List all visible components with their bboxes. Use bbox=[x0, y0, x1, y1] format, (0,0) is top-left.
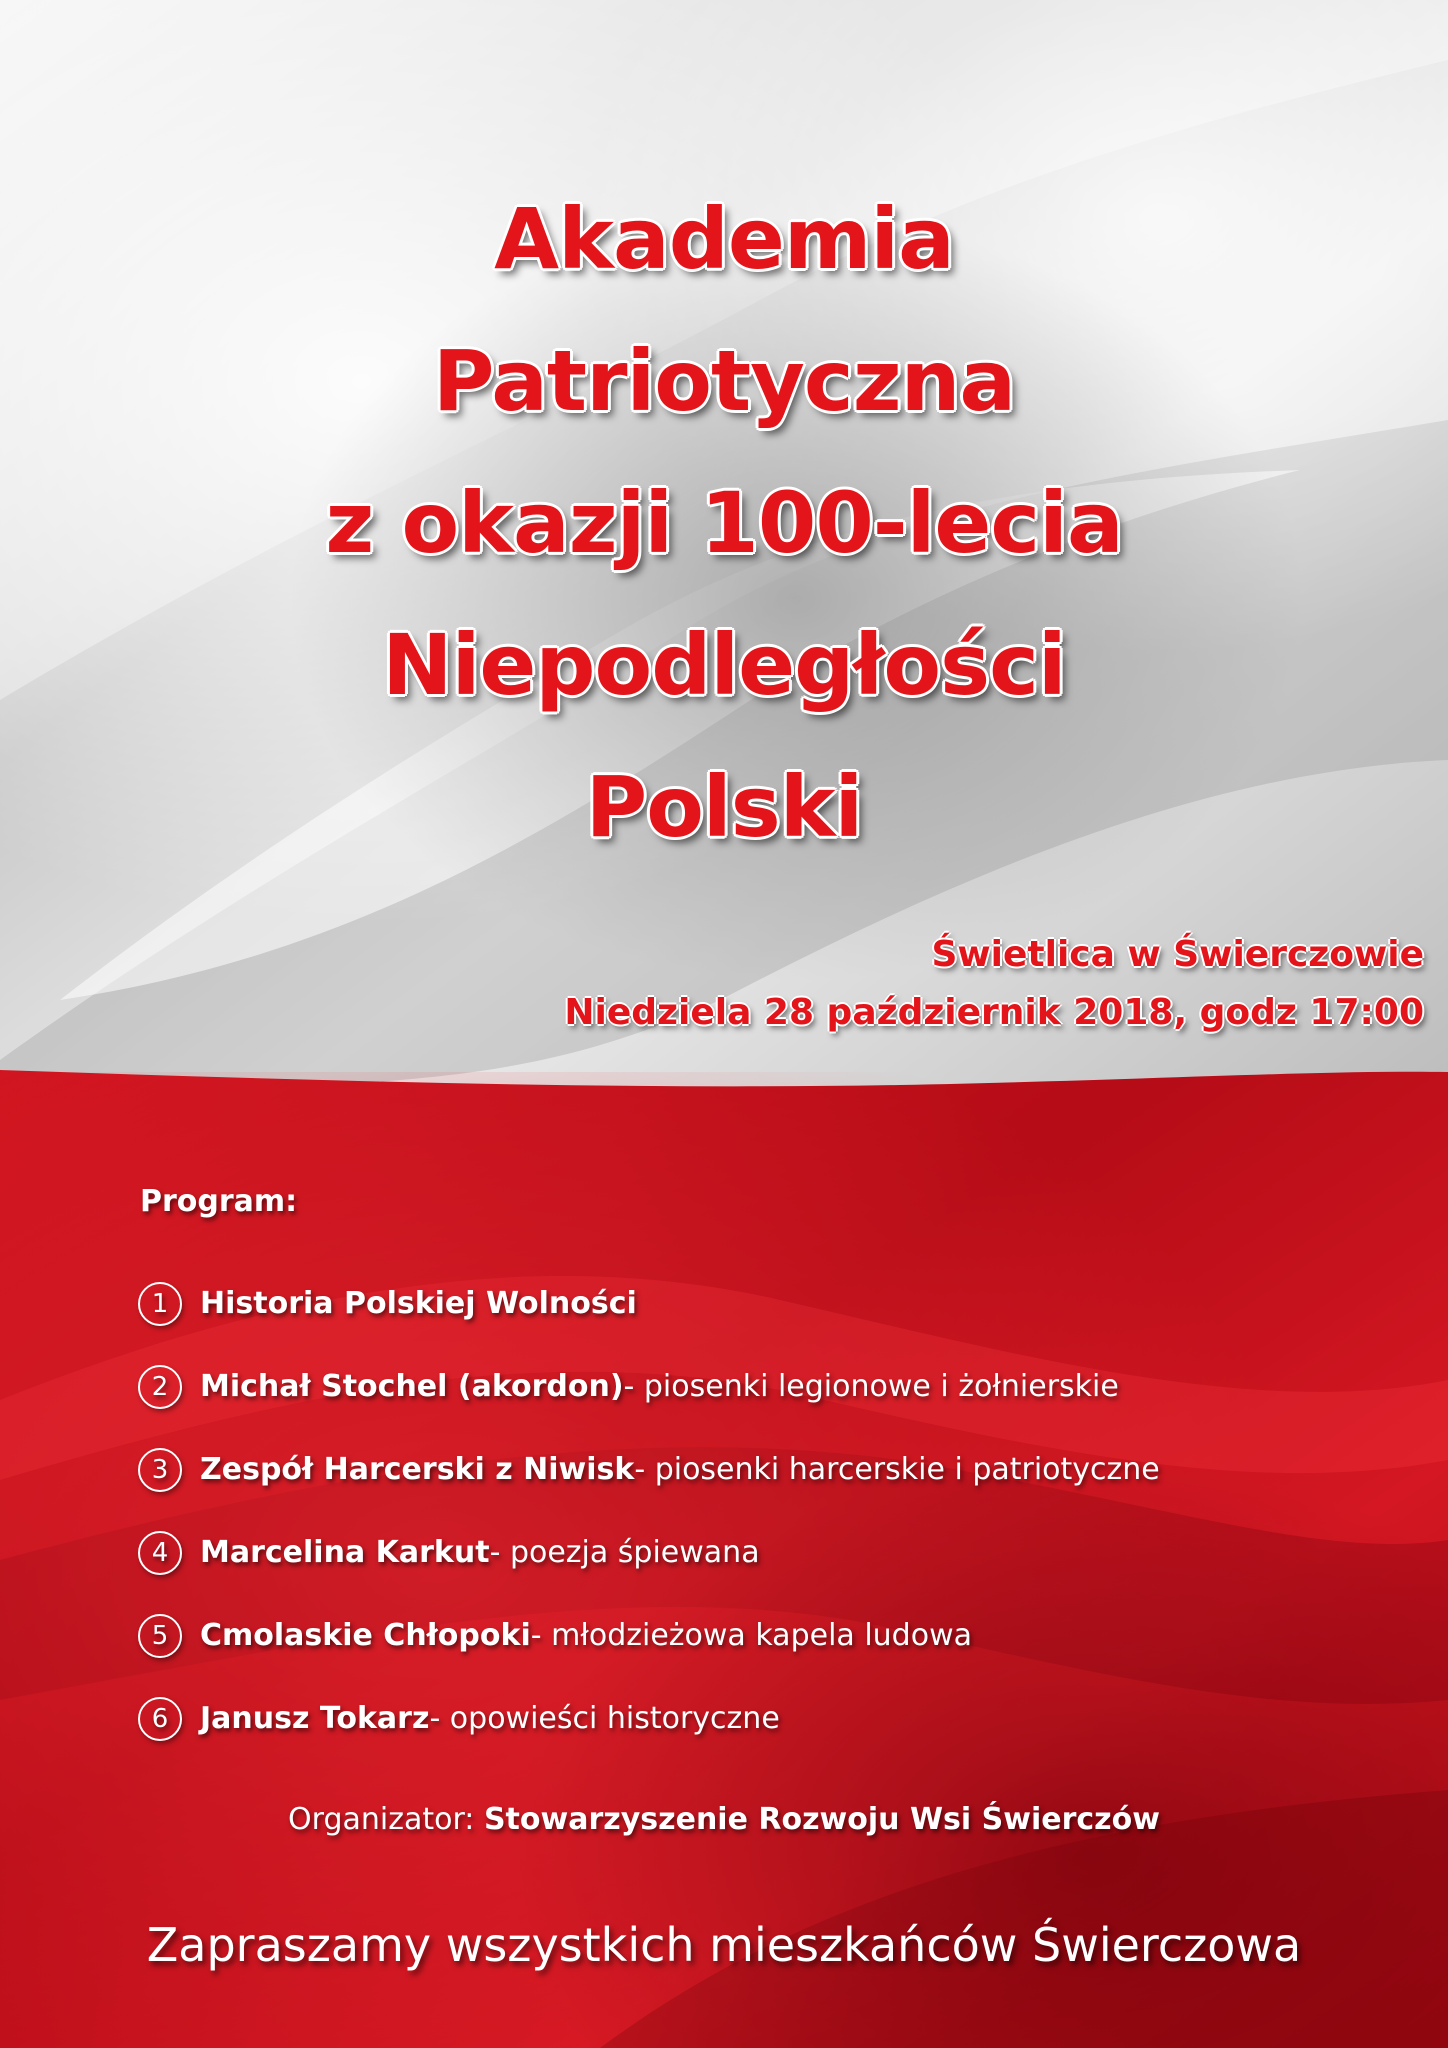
program-item bbox=[138, 1511, 1160, 1594]
organizer-name: Stowarzyszenie Rozwoju Wsi Świerczów bbox=[483, 1802, 1160, 1837]
program-performer: Historia Polskiej Wolności bbox=[200, 1286, 637, 1321]
invitation-text: Zapraszamy wszystkich mieszkańców Świerczowa bbox=[146, 1918, 1302, 1972]
program-item bbox=[138, 1345, 1160, 1428]
program-item bbox=[138, 1262, 1160, 1345]
title-line: Akademia bbox=[494, 190, 954, 288]
event-venue-block bbox=[564, 926, 1424, 1042]
program-description: - poezja śpiewana bbox=[489, 1535, 760, 1570]
program-performer: Cmolaskie Chłopoki bbox=[200, 1618, 531, 1653]
program-description: - młodzieżowa kapela ludowa bbox=[530, 1618, 972, 1653]
title-line: z okazji 100-lecia bbox=[325, 474, 1123, 572]
program-performer: Zespół Harcerski z Niwisk bbox=[200, 1452, 635, 1487]
title-line: Patriotyczna bbox=[432, 332, 1016, 430]
circled-number-icon: 3 bbox=[138, 1448, 182, 1492]
venue-datetime: Niedziela 28 październik 2018, godz 17:00 bbox=[564, 992, 1424, 1033]
program-item bbox=[138, 1594, 1160, 1677]
program-performer: Marcelina Karkut bbox=[200, 1535, 490, 1570]
circled-number-icon: 4 bbox=[138, 1531, 182, 1575]
title-line: Polski bbox=[585, 758, 863, 856]
organizer-line bbox=[0, 1802, 1448, 1837]
program-performer: Janusz Tokarz bbox=[200, 1701, 430, 1736]
organizer-label: Organizator: bbox=[288, 1802, 484, 1837]
circled-number-icon: 5 bbox=[138, 1614, 182, 1658]
program-description: - piosenki harcerskie i patriotyczne bbox=[634, 1452, 1160, 1487]
program-item bbox=[138, 1428, 1160, 1511]
circled-number-icon: 6 bbox=[138, 1697, 182, 1741]
circled-number-icon: 2 bbox=[138, 1365, 182, 1409]
program-description: - piosenki legionowe i żołnierskie bbox=[623, 1369, 1119, 1404]
program-performer: Michał Stochel (akordon) bbox=[200, 1369, 624, 1404]
program-heading: Program: bbox=[140, 1184, 298, 1219]
program-description: - opowieści historyczne bbox=[429, 1701, 780, 1736]
title-line: Niepodległości bbox=[382, 616, 1066, 714]
poster-title bbox=[0, 168, 1448, 878]
program-item bbox=[138, 1677, 1160, 1760]
venue-place: Świetlica w Świerczowie bbox=[931, 934, 1424, 975]
program-list bbox=[138, 1262, 1160, 1760]
circled-number-icon: 1 bbox=[138, 1282, 182, 1326]
